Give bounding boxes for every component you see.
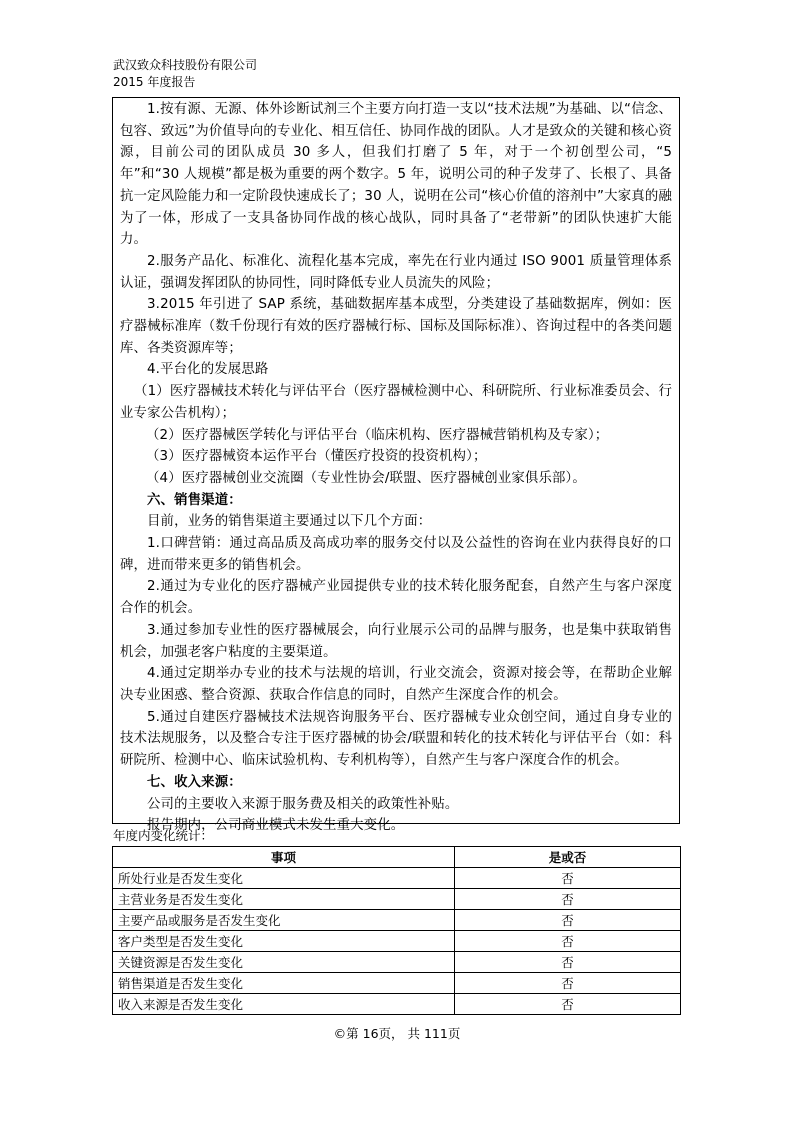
row-value: 否 (455, 973, 681, 994)
revenue-text-1: 公司的主要收入来源于服务费及相关的政策性补贴。 (147, 796, 459, 812)
table-row (113, 973, 681, 994)
table-row (113, 868, 681, 889)
row-item: 销售渠道是否发生变化 (113, 973, 455, 994)
platform-item-4: （4）医疗器械创业交流圈（专业性协会/联盟、医疗器械创业家俱乐部）。 (146, 470, 586, 486)
table-row (113, 994, 681, 1015)
sales-intro: 目前，业务的销售渠道主要通过以下几个方面： (147, 514, 432, 530)
company-name: 武汉致众科技股份有限公司 (113, 58, 258, 72)
platform-item-1: （1）医疗器械技术转化与评估平台（医疗器械检测中心、科研院所、行业标准委员会、行业专家公告机构）； (120, 384, 672, 421)
section-heading-sales: 六、销售渠道： (147, 492, 242, 508)
sales-item-4: 4.通过定期举办专业的技术与法规的培训，行业交流会，资源对接会等，在帮助企业解决专业困惑、整合资源、获取合作信息的同时，自然产生深度合作的机会。 (120, 666, 672, 703)
row-value: 否 (455, 994, 681, 1015)
page-number: ©第 16页， 共 111页 (333, 1026, 461, 1041)
paragraph-platform: 4.平台化的发展思路 (147, 362, 269, 378)
report-title: 2015 年度报告 (113, 75, 196, 89)
table-row (113, 910, 681, 931)
revenue-text-2: 报告期内，公司商业模式未发生重大变化。 (147, 818, 405, 834)
platform-item-2: （2）医疗器械医学转化与评估平台（临床机构、医疗器械营销机构及专家）； (146, 427, 609, 443)
row-item: 所处行业是否发生变化 (113, 868, 455, 889)
sales-item-3: 3.通过参加专业性的医疗器械展会，向行业展示公司的品牌与服务，也是集中获取销售机会，加强老客户粘度的主要渠道。 (120, 622, 672, 660)
paragraph-team: 1.按有源、无源、体外诊断试剂三个主要方向打造一支以“技术法规”为基础、以“信念、包容、致远”为价值导向的专业化、相互信任、协同作战的团队。人才是致众的关键和核心资源，目前公司的团队成员 30 多人，但我们打磨了 5 年，对于一个初创型公司，“5 年”和“30 人规模”都是极为重要的两个数字。5 年，说明公司的种子发芽了、长根了、具备抗一定风险能力和一定阶段快速成长了；30 人，说明在公司“核心价值的溶剂中”大家真的融为了一体，形成了一支具备协同作战的核心战队，同时具备了“老带新”的团队快速扩大能力。 (120, 102, 672, 248)
page-header (113, 57, 257, 91)
row-item: 主要产品或服务是否发生变化 (113, 910, 455, 931)
section-heading-revenue: 七、收入来源： (147, 774, 242, 790)
business-model-box (112, 97, 680, 834)
row-item: 关键资源是否发生变化 (113, 952, 455, 973)
sales-item-1: 1.口碑营销：通过高品质及高成功率的服务交付以及公益性的咨询在业内获得良好的口碑，进而带来更多的销售机会。 (120, 536, 672, 573)
stats-label: 年度内变化统计： (113, 828, 214, 843)
row-value: 否 (455, 931, 681, 952)
sales-item-5: 5.通过自建医疗器械技术法规咨询服务平台、医疗器械专业众创空间，通过自身专业的技术法规服务，以及整合专注于医疗器械的协会/联盟和转化的技术转化与评估平台（如：科研院所、检测中心、临床试验机构、专利机构等），自然产生与客户深度合作的机会。 (120, 709, 672, 769)
changes-table (112, 846, 681, 1015)
header-yes-no: 是或否 (455, 847, 681, 868)
row-item: 收入来源是否发生变化 (113, 994, 455, 1015)
table-row (113, 889, 681, 910)
table-row (113, 952, 681, 973)
table-header-row (113, 847, 681, 868)
paragraph-sap: 3.2015 年引进了 SAP 系统，基础数据库基本成型，分类建设了基础数据库，例如：医疗器械标准库（数千份现行有效的医疗器械行标、国标及国际标准）、咨询过程中的各类问题库、各类资源库等； (120, 297, 672, 356)
paragraph-service: 2.服务产品化、标准化、流程化基本完成，率先在行业内通过 ISO 9001 质量管理体系认证，强调发挥团队的协同性，同时降低专业人员流失的风险； (120, 253, 672, 291)
table-row (113, 931, 681, 952)
sales-item-2: 2.通过为专业化的医疗器械产业园提供专业的技术转化服务配套，自然产生与客户深度合作的机会。 (120, 579, 672, 617)
row-item: 客户类型是否发生变化 (113, 931, 455, 952)
platform-item-3: （3）医疗器械资本运作平台（懂医疗投资的投资机构）； (146, 449, 487, 465)
row-value: 否 (455, 952, 681, 973)
row-item: 主营业务是否发生变化 (113, 889, 455, 910)
header-item: 事项 (113, 847, 455, 868)
row-value: 否 (455, 889, 681, 910)
row-value: 否 (455, 910, 681, 931)
row-value: 否 (455, 868, 681, 889)
